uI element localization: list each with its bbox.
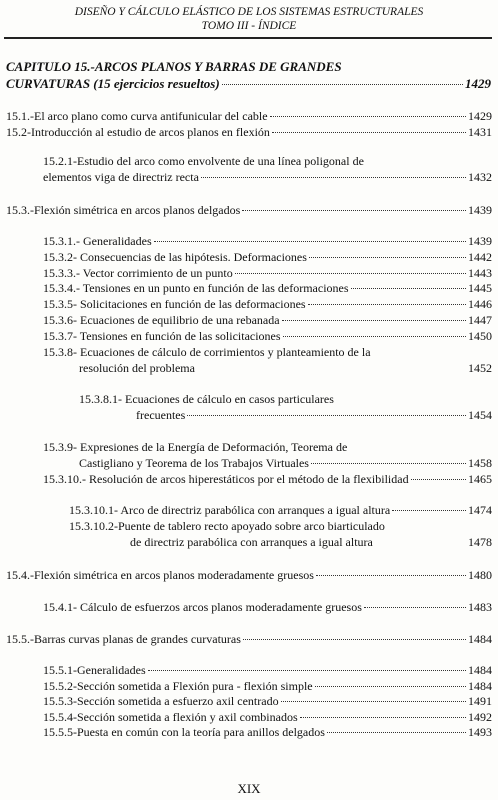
entry-title: elementos viga de directriz recta [43, 170, 199, 184]
entry-page: 1446 [468, 297, 492, 311]
dot-leader [272, 132, 466, 133]
chapter-title: CAPITULO 15.-ARCOS PLANOS Y BARRAS DE GRANDES [6, 59, 342, 74]
entry-title: 15.5.5-Puesta en común con la teoría para anillos delgados [43, 725, 325, 739]
dot-leader [351, 288, 466, 289]
toc-entry-15-3-6 [43, 313, 492, 327]
toc-entry-15-3-10-2-line1: 15.3.10.2-Puente de tablero recto apoyado sobre arco biarticulado [69, 519, 385, 533]
entry-page: 1431 [468, 125, 492, 139]
toc-entry-15-3-7 [43, 329, 492, 343]
toc-entry-15-3-1 [43, 234, 492, 248]
dot-leader [308, 304, 466, 305]
entry-page: 1484 [468, 632, 492, 646]
entry-title: 15.3.1.- Generalidades [43, 234, 152, 248]
dot-leader [187, 415, 466, 416]
entry-title: 15.3.2- Consecuencias de las hipótesis. Deformaciones [43, 250, 307, 264]
entry-title: 15.3.10.- Resolución de arcos hiperestáticos por el método de la flexibilidad [43, 472, 409, 486]
entry-page: 1450 [468, 329, 492, 343]
entry-title: 15.3.10.1- Arco de directriz parabólica con arranques a igual altura [69, 503, 391, 517]
dot-leader [316, 575, 466, 576]
toc-entry-15-5-3 [43, 694, 492, 708]
toc-entry-15-2-1 [43, 170, 492, 184]
dot-leader [243, 639, 466, 640]
entry-page: 1474 [468, 503, 492, 517]
toc-entry-15-3-9 [79, 456, 492, 470]
entry-page: 1442 [468, 250, 492, 264]
toc-entry-15-2 [6, 125, 492, 139]
entry-title: 15.3.7- Tensiones en función de las solicitaciones [43, 329, 281, 343]
dot-leader [327, 732, 466, 733]
dot-leader [300, 717, 466, 718]
entry-title: 15.5.3-Sección sometida a esfuerzo axil centrado [43, 694, 279, 708]
page-number: XIX [237, 781, 261, 796]
toc-entry-15-3-8-line1: 15.3.8- Ecuaciones de cálculo de corrimientos y planteamiento de la [43, 345, 371, 359]
entry-title: frecuentes [136, 408, 186, 422]
toc-entry-15-3-10-1 [69, 503, 492, 517]
entry-page: 1432 [468, 170, 492, 184]
entry-page: 1452 [468, 361, 492, 375]
dot-leader [392, 510, 466, 511]
entry-title: de directriz parabólica con arranques a igual altura [130, 535, 373, 549]
entry-page: 1429 [468, 109, 492, 123]
toc-entry-15-4-1 [43, 600, 492, 614]
entry-title: 15.2-Introducción al estudio de arcos planos en flexión [6, 125, 270, 139]
toc-entry-15-3-10-2 [130, 535, 492, 549]
header-title: DISEÑO Y CÁLCULO ELÁSTICO DE LOS SISTEMAS ESTRUCTURALES [74, 6, 424, 18]
entry-page: 1480 [468, 568, 492, 582]
dot-leader [270, 116, 466, 117]
toc-entry-15-5 [6, 632, 492, 646]
chapter-title-cont: CURVATURAS (15 ejercicios resueltos) [6, 76, 220, 91]
toc-entry-15-3-4 [43, 281, 492, 295]
toc-entry-15-3-3 [43, 266, 492, 280]
dot-leader [281, 701, 466, 702]
entry-page: 1454 [468, 408, 492, 422]
toc-entry-15-3-10 [43, 472, 492, 486]
entry-page: 1484 [468, 679, 492, 693]
toc-entry-15-5-1 [43, 663, 492, 677]
entry-page: 1465 [468, 472, 492, 486]
entry-title: 15.5.-Barras curvas planas de grandes curvaturas [6, 632, 241, 646]
entry-page: 1445 [468, 281, 492, 295]
toc-entry-15-3-8 [79, 361, 492, 375]
chapter-page: 1429 [465, 76, 491, 91]
toc-entry-15-5-5 [43, 725, 492, 739]
entry-title: 15.4.1- Cálculo de esfuerzos arcos planos moderadamente gruesos [43, 600, 362, 614]
toc-entry-15-2-1-line1: 15.2.1-Estudio del arco como envolvente de una línea poligonal de [43, 154, 364, 168]
entry-title: 15.3.-Flexión simétrica en arcos planos delgados [6, 203, 241, 217]
header-rule [4, 37, 492, 39]
entry-page: 1458 [468, 456, 492, 470]
entry-title: 15.4.-Flexión simétrica en arcos planos moderadamente gruesos [6, 568, 314, 582]
toc-entry-15-4 [6, 568, 492, 582]
dot-leader [148, 670, 466, 671]
entry-title: 15.3.6- Ecuaciones de equilibrio de una rebanada [43, 313, 280, 327]
entry-title: 15.3.3.- Vector corrimiento de un punto [43, 266, 233, 280]
entry-title: 15.3.5- Solicitaciones en función de las deformaciones [43, 297, 306, 311]
dot-leader [411, 479, 466, 480]
toc-entry-15-3-9-line1: 15.3.9- Expresiones de la Energía de Deformación, Teorema de [43, 440, 348, 454]
dot-leader [222, 84, 463, 85]
entry-title: 15.5.1-Generalidades [43, 663, 146, 677]
toc-entry-15-5-4 [43, 710, 492, 724]
entry-page: 1447 [468, 313, 492, 327]
toc-entry-15-5-2 [43, 679, 492, 693]
toc-entry-15-3-8-1-line1: 15.3.8.1- Ecuaciones de cálculo en casos particulares [79, 392, 334, 406]
dot-leader [311, 463, 466, 464]
dot-leader [315, 686, 466, 687]
dot-leader [364, 607, 466, 608]
toc-entry-15-3-8-1 [136, 408, 492, 422]
toc-entry-15-3-5 [43, 297, 492, 311]
entry-title: resolución del problema [79, 361, 195, 375]
chapter-title-line2 [6, 76, 491, 92]
toc-entry-15-3 [6, 203, 492, 217]
entry-title: 15.5.2-Sección sometida a Flexión pura - flexión simple [43, 679, 313, 693]
entry-page: 1439 [468, 234, 492, 248]
entry-page: 1491 [468, 694, 492, 708]
dot-leader [201, 177, 466, 178]
dot-leader [283, 336, 466, 337]
header-subtitle: TOMO III - ÍNDICE [201, 20, 297, 32]
entry-page: 1483 [468, 600, 492, 614]
toc-entry-15-1 [6, 109, 492, 123]
dot-leader [309, 257, 466, 258]
entry-title: Castigliano y Teorema de los Trabajos Virtuales [79, 456, 309, 470]
entry-title: 15.3.4.- Tensiones en un punto en función de las deformaciones [43, 281, 349, 295]
entry-page: 1443 [468, 266, 492, 280]
dot-leader [282, 320, 466, 321]
dot-leader [154, 241, 466, 242]
entry-page: 1484 [468, 663, 492, 677]
toc-entry-15-3-2 [43, 250, 492, 264]
entry-title: 15.5.4-Sección sometida a flexión y axil combinados [43, 710, 298, 724]
entry-page: 1478 [468, 535, 492, 549]
entry-page: 1439 [468, 203, 492, 217]
entry-page: 1493 [468, 725, 492, 739]
dot-leader [235, 273, 466, 274]
entry-title: 15.1.-El arco plano como curva antifunicular del cable [6, 109, 268, 123]
entry-page: 1492 [468, 710, 492, 724]
dot-leader [242, 210, 466, 211]
